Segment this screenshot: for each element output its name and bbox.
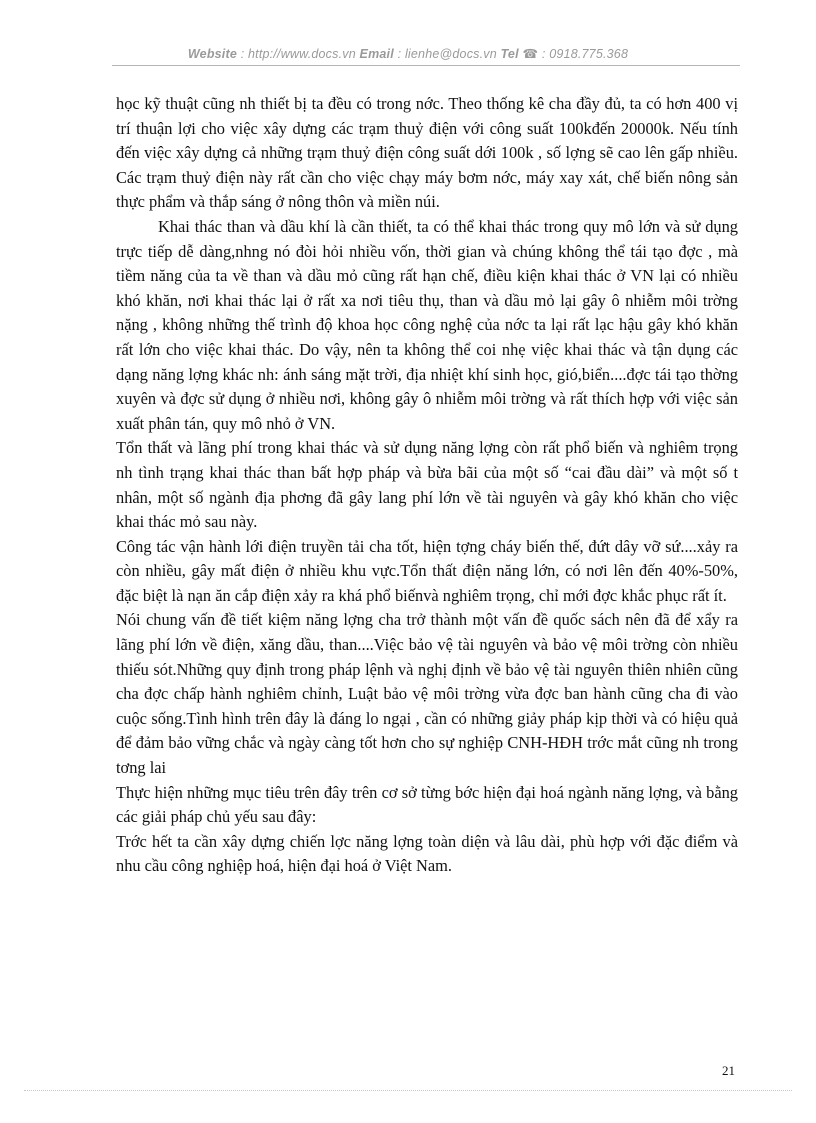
paragraph-grid-operation: Công tác vận hành lới điện truyền tải cha tốt, hiện tợng cháy biến thế, đứt dây vỡ sứ....xảy ra còn nhiều, gây mất điện ở nhiều khu vực.Tổn thất điện năng lớn, có nơi lên đến 40%-50%, đặc biệt là nạn ăn cắp điện xảy ra khá phổ biếnvà nghiêm trọng, chỉ mới đợc khắc phục rất ít. [116,536,738,605]
footer-divider [24,1090,792,1091]
paragraph-hydropower: học kỹ thuật cũng nh thiết bị ta đều có trong nớc. Theo thống kê cha đầy đủ, ta có hơn 400 vị trí thuận lợi cho việc xây dựng các trạm thuỷ điện với công suất 100kđến 20000k. Nếu tính đến việc xây dựng cả những trạm thuỷ điện công suất dới 100k , số lợng sẽ cao lên gấp nhiều. Các trạm thuỷ điện này rất cần cho việc chạy máy bơm nớc, máy xay xát, chế biến nông sản thực phẩm và thắp sáng ở nông thôn và miền núi. [116,94,738,212]
email-label: Email [359,47,394,61]
document-body [116,92,738,879]
header-divider [112,65,740,66]
tel-label: Tel [500,47,519,61]
paragraph-losses: Tổn thất và lãng phí trong khai thác và sử dụng năng lợng còn rất phổ biến và nghiêm trọng nh tình trạng khai thác than bất hợp pháp và bừa bãi của một số “cai đầu dài” và một số t nhân, một số ngành địa phơng đã gây lang phí lớn về tài nguyên và gây khó khăn cho việc khai thác mỏ sau này. [116,438,738,532]
paragraph-goals: Thực hiện những mục tiêu trên đây trên cơ sở từng bớc hiện đại hoá ngành năng lợng, và bằng các giải pháp chủ yếu sau đây: [116,782,738,827]
paragraph-strategy: Trớc hết ta cần xây dựng chiến lợc năng lợng toàn diện và lâu dài, phù hợp với đặc điểm và nhu cầu công nghiệp hoá, hiện đại hoá ở Việt Nam. [116,831,738,876]
page-number: 21 [722,1063,735,1078]
website-label: Website [187,47,237,61]
page-header [0,46,816,61]
paragraph-coal-oil: Khai thác than và dầu khí là cần thiết, ta có thể khai thác trong quy mô lớn và sử dụng trực tiếp dễ dàng,nhng nó đòi hỏi nhiều vốn, thời gian và chúng không thể tái tạo đợc , mà tiềm năng của ta về than và dầu mỏ cũng rất hạn chế, điều kiện khai thác ở VN lại có nhiều khó khăn, nơi khai thác lại ở rất xa nơi tiêu thụ, than và dầu mỏ lại gây ô nhiễm môi trờng nặng , không những thế trình độ khoa học công nghệ của nớc ta lại rất lạc hậu gây khó khăn rất lớn cho việc khai thác. Do vậy, nên ta không thể coi nhẹ việc khai thác và tận dụng các dạng năng lợng khác nh: ánh sáng mặt trời, địa nhiệt khí sinh học, gió,biển....đợc tái tạo thờng xuyên và đợc sử dụng ở nhiều nơi, không gây ô nhiễm môi trờng và rất thích hợp với việc sản xuất phân tán, quy mô nhỏ ở VN. [116,216,738,433]
email-value[interactable]: : lienhe@docs.vn [397,47,497,61]
tel-value: ☎ : 0918.775.368 [522,47,629,61]
website-value[interactable]: : http://www.docs.vn [240,47,356,61]
paragraph-energy-saving: Nói chung vấn đề tiết kiệm năng lợng cha trở thành một vấn đề quốc sách nên đã để xẩy ra lãng phí lớn về điện, xăng dầu, than....Việc bảo vệ tài nguyên và bảo vệ môi trờng còn nhiều thiếu sót.Những quy định trong pháp lệnh và nghị định về bảo vệ tài nguyên thiên nhiên cũng cha đợc chấp hành nghiêm chỉnh, Luật bảo vệ môi trờng vừa đợc ban hành cũng cha đi vào cuộc sống.Tình hình trên đây là đáng lo ngại , cần có những giảy pháp kịp thời và có hiệu quả để đảm bảo vững chắc và ngày càng tốt hơn cho sự nghiệp CNH-HĐH trớc mắt cũng nh trong tơng lai [116,610,738,778]
